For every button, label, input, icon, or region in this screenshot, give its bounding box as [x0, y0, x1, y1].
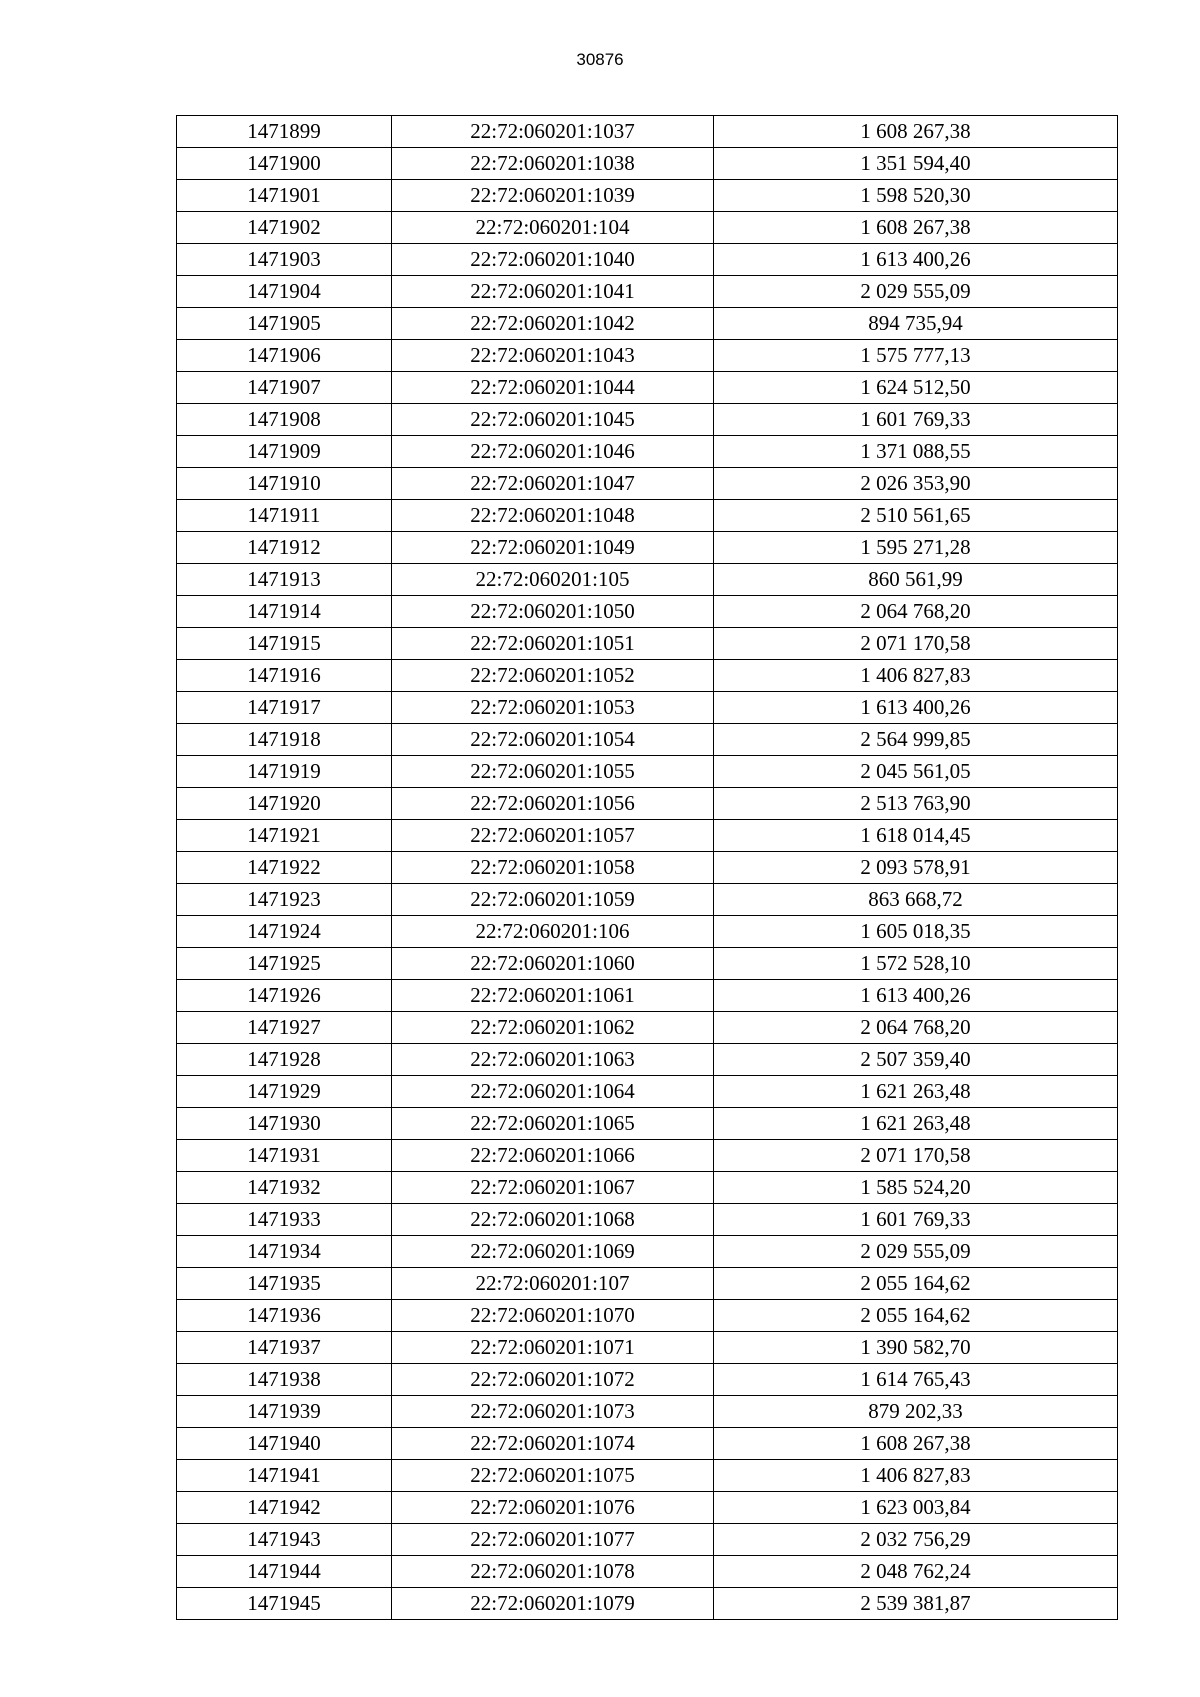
table-row: [177, 308, 1118, 340]
cadastral-value-cell: 1 351 594,40: [714, 148, 1118, 180]
record-number-cell: 1471931: [177, 1140, 392, 1172]
cadastral-value-cell: 2 029 555,09: [714, 276, 1118, 308]
table-row: [177, 1460, 1118, 1492]
table-row: [177, 1588, 1118, 1620]
cadastral-value-cell: 1 598 520,30: [714, 180, 1118, 212]
cadastral-number-cell: 22:72:060201:1068: [392, 1204, 714, 1236]
cadastral-value-cell: 2 064 768,20: [714, 1012, 1118, 1044]
record-number-cell: 1471900: [177, 148, 392, 180]
cadastral-number-cell: 22:72:060201:1076: [392, 1492, 714, 1524]
cadastral-number-cell: 22:72:060201:1066: [392, 1140, 714, 1172]
record-number-cell: 1471942: [177, 1492, 392, 1524]
cadastral-number-cell: 22:72:060201:1052: [392, 660, 714, 692]
record-number-cell: 1471926: [177, 980, 392, 1012]
table-row: [177, 1300, 1118, 1332]
record-number-cell: 1471928: [177, 1044, 392, 1076]
cadastral-value-cell: 1 601 769,33: [714, 404, 1118, 436]
record-number-cell: 1471933: [177, 1204, 392, 1236]
table-row: [177, 404, 1118, 436]
cadastral-number-cell: 22:72:060201:1072: [392, 1364, 714, 1396]
cadastral-number-cell: 22:72:060201:1037: [392, 116, 714, 148]
table-row: [177, 1204, 1118, 1236]
table-row: [177, 212, 1118, 244]
table-row: [177, 756, 1118, 788]
table-row: [177, 884, 1118, 916]
cadastral-number-cell: 22:72:060201:1075: [392, 1460, 714, 1492]
cadastral-value-cell: 2 032 756,29: [714, 1524, 1118, 1556]
cadastral-number-cell: 22:72:060201:104: [392, 212, 714, 244]
table-row: [177, 820, 1118, 852]
record-number-cell: 1471927: [177, 1012, 392, 1044]
table-row: [177, 180, 1118, 212]
record-number-cell: 1471906: [177, 340, 392, 372]
record-number-cell: 1471907: [177, 372, 392, 404]
cadastral-value-cell: 1 406 827,83: [714, 1460, 1118, 1492]
record-number-cell: 1471923: [177, 884, 392, 916]
cadastral-value-cell: 879 202,33: [714, 1396, 1118, 1428]
table-row: [177, 788, 1118, 820]
cadastral-value-cell: 1 621 263,48: [714, 1108, 1118, 1140]
cadastral-value-cell: 1 613 400,26: [714, 692, 1118, 724]
cadastral-number-cell: 22:72:060201:1057: [392, 820, 714, 852]
record-number-cell: 1471925: [177, 948, 392, 980]
cadastral-value-cell: 2 055 164,62: [714, 1300, 1118, 1332]
table-row: [177, 852, 1118, 884]
record-number-cell: 1471921: [177, 820, 392, 852]
cadastral-value-cell: 2 064 768,20: [714, 596, 1118, 628]
cadastral-number-cell: 22:72:060201:1051: [392, 628, 714, 660]
record-number-cell: 1471930: [177, 1108, 392, 1140]
cadastral-number-cell: 22:72:060201:1070: [392, 1300, 714, 1332]
table-row: [177, 948, 1118, 980]
cadastral-value-cell: 1 601 769,33: [714, 1204, 1118, 1236]
table-row: [177, 372, 1118, 404]
cadastral-value-cell: 2 564 999,85: [714, 724, 1118, 756]
cadastral-value-cell: 1 575 777,13: [714, 340, 1118, 372]
record-number-cell: 1471941: [177, 1460, 392, 1492]
table-row: [177, 276, 1118, 308]
record-number-cell: 1471918: [177, 724, 392, 756]
table-row: [177, 1556, 1118, 1588]
table-row: [177, 980, 1118, 1012]
record-number-cell: 1471899: [177, 116, 392, 148]
record-number-cell: 1471944: [177, 1556, 392, 1588]
table-row: [177, 468, 1118, 500]
cadastral-number-cell: 22:72:060201:1043: [392, 340, 714, 372]
table-row: [177, 436, 1118, 468]
cadastral-value-cell: 1 572 528,10: [714, 948, 1118, 980]
cadastral-value-cell: 2 507 359,40: [714, 1044, 1118, 1076]
cadastral-number-cell: 22:72:060201:1055: [392, 756, 714, 788]
cadastral-number-cell: 22:72:060201:1061: [392, 980, 714, 1012]
cadastral-value-cell: 860 561,99: [714, 564, 1118, 596]
record-number-cell: 1471937: [177, 1332, 392, 1364]
table-row: [177, 1492, 1118, 1524]
cadastral-number-cell: 22:72:060201:1067: [392, 1172, 714, 1204]
cadastral-value-table: [176, 115, 1118, 1620]
table-row: [177, 1364, 1118, 1396]
cadastral-number-cell: 22:72:060201:1038: [392, 148, 714, 180]
cadastral-value-cell: 2 071 170,58: [714, 628, 1118, 660]
cadastral-number-cell: 22:72:060201:1063: [392, 1044, 714, 1076]
cadastral-number-cell: 22:72:060201:1053: [392, 692, 714, 724]
cadastral-number-cell: 22:72:060201:1044: [392, 372, 714, 404]
record-number-cell: 1471908: [177, 404, 392, 436]
cadastral-number-cell: 22:72:060201:1079: [392, 1588, 714, 1620]
table-row: [177, 1236, 1118, 1268]
cadastral-number-cell: 22:72:060201:105: [392, 564, 714, 596]
table-row: [177, 1172, 1118, 1204]
cadastral-number-cell: 22:72:060201:1045: [392, 404, 714, 436]
cadastral-number-cell: 22:72:060201:1054: [392, 724, 714, 756]
table-row: [177, 564, 1118, 596]
record-number-cell: 1471924: [177, 916, 392, 948]
cadastral-number-cell: 22:72:060201:1048: [392, 500, 714, 532]
record-number-cell: 1471919: [177, 756, 392, 788]
table-row: [177, 1332, 1118, 1364]
table-row: [177, 660, 1118, 692]
cadastral-value-cell: 1 371 088,55: [714, 436, 1118, 468]
cadastral-number-cell: 22:72:060201:1074: [392, 1428, 714, 1460]
cadastral-number-cell: 22:72:060201:1040: [392, 244, 714, 276]
cadastral-value-cell: 2 071 170,58: [714, 1140, 1118, 1172]
cadastral-value-cell: 2 026 353,90: [714, 468, 1118, 500]
table-row: [177, 532, 1118, 564]
cadastral-number-cell: 22:72:060201:1059: [392, 884, 714, 916]
cadastral-number-cell: 22:72:060201:1065: [392, 1108, 714, 1140]
cadastral-number-cell: 22:72:060201:1050: [392, 596, 714, 628]
cadastral-value-cell: 2 513 763,90: [714, 788, 1118, 820]
record-number-cell: 1471940: [177, 1428, 392, 1460]
record-number-cell: 1471901: [177, 180, 392, 212]
cadastral-value-cell: 863 668,72: [714, 884, 1118, 916]
record-number-cell: 1471945: [177, 1588, 392, 1620]
cadastral-number-cell: 22:72:060201:1056: [392, 788, 714, 820]
table-row: [177, 1108, 1118, 1140]
table-body: [177, 116, 1118, 1620]
record-number-cell: 1471939: [177, 1396, 392, 1428]
cadastral-number-cell: 22:72:060201:1071: [392, 1332, 714, 1364]
cadastral-value-cell: 2 093 578,91: [714, 852, 1118, 884]
cadastral-value-cell: 2 539 381,87: [714, 1588, 1118, 1620]
table-row: [177, 628, 1118, 660]
record-number-cell: 1471943: [177, 1524, 392, 1556]
record-number-cell: 1471903: [177, 244, 392, 276]
cadastral-value-cell: 1 595 271,28: [714, 532, 1118, 564]
record-number-cell: 1471909: [177, 436, 392, 468]
cadastral-value-cell: 1 624 512,50: [714, 372, 1118, 404]
table-row: [177, 1268, 1118, 1300]
cadastral-value-cell: 1 623 003,84: [714, 1492, 1118, 1524]
cadastral-number-cell: 22:72:060201:1069: [392, 1236, 714, 1268]
cadastral-number-cell: 22:72:060201:1058: [392, 852, 714, 884]
table-row: [177, 116, 1118, 148]
cadastral-number-cell: 22:72:060201:1077: [392, 1524, 714, 1556]
table-row: [177, 148, 1118, 180]
table-row: [177, 724, 1118, 756]
record-number-cell: 1471905: [177, 308, 392, 340]
table-row: [177, 1044, 1118, 1076]
cadastral-number-cell: 22:72:060201:1039: [392, 180, 714, 212]
cadastral-number-cell: 22:72:060201:1064: [392, 1076, 714, 1108]
table-row: [177, 596, 1118, 628]
table-row: [177, 1428, 1118, 1460]
cadastral-value-cell: 2 510 561,65: [714, 500, 1118, 532]
cadastral-number-cell: 22:72:060201:1049: [392, 532, 714, 564]
table-row: [177, 500, 1118, 532]
record-number-cell: 1471913: [177, 564, 392, 596]
record-number-cell: 1471934: [177, 1236, 392, 1268]
cadastral-value-cell: 2 029 555,09: [714, 1236, 1118, 1268]
record-number-cell: 1471920: [177, 788, 392, 820]
table-row: [177, 340, 1118, 372]
cadastral-number-cell: 22:72:060201:1046: [392, 436, 714, 468]
record-number-cell: 1471929: [177, 1076, 392, 1108]
record-number-cell: 1471915: [177, 628, 392, 660]
record-number-cell: 1471902: [177, 212, 392, 244]
cadastral-value-cell: 1 613 400,26: [714, 980, 1118, 1012]
cadastral-number-cell: 22:72:060201:1073: [392, 1396, 714, 1428]
record-number-cell: 1471922: [177, 852, 392, 884]
cadastral-number-cell: 22:72:060201:106: [392, 916, 714, 948]
record-number-cell: 1471938: [177, 1364, 392, 1396]
page-number: 30876: [576, 50, 624, 69]
cadastral-value-cell: 2 045 561,05: [714, 756, 1118, 788]
table-row: [177, 692, 1118, 724]
cadastral-value-cell: 1 390 582,70: [714, 1332, 1118, 1364]
cadastral-value-cell: 1 608 267,38: [714, 1428, 1118, 1460]
cadastral-value-cell: 2 048 762,24: [714, 1556, 1118, 1588]
table-row: [177, 1076, 1118, 1108]
cadastral-value-cell: 1 608 267,38: [714, 116, 1118, 148]
table-row: [177, 1140, 1118, 1172]
cadastral-value-cell: 1 621 263,48: [714, 1076, 1118, 1108]
cadastral-value-cell: 1 585 524,20: [714, 1172, 1118, 1204]
cadastral-value-cell: 1 614 765,43: [714, 1364, 1118, 1396]
cadastral-value-cell: 1 605 018,35: [714, 916, 1118, 948]
record-number-cell: 1471935: [177, 1268, 392, 1300]
table-row: [177, 1524, 1118, 1556]
cadastral-number-cell: 22:72:060201:1078: [392, 1556, 714, 1588]
record-number-cell: 1471916: [177, 660, 392, 692]
record-number-cell: 1471917: [177, 692, 392, 724]
record-number-cell: 1471911: [177, 500, 392, 532]
record-number-cell: 1471904: [177, 276, 392, 308]
table-row: [177, 916, 1118, 948]
table-row: [177, 1012, 1118, 1044]
cadastral-number-cell: 22:72:060201:1041: [392, 276, 714, 308]
cadastral-value-cell: 894 735,94: [714, 308, 1118, 340]
cadastral-value-cell: 1 608 267,38: [714, 212, 1118, 244]
record-number-cell: 1471936: [177, 1300, 392, 1332]
record-number-cell: 1471932: [177, 1172, 392, 1204]
cadastral-number-cell: 22:72:060201:1060: [392, 948, 714, 980]
table-row: [177, 1396, 1118, 1428]
cadastral-number-cell: 22:72:060201:1062: [392, 1012, 714, 1044]
cadastral-value-cell: 1 613 400,26: [714, 244, 1118, 276]
record-number-cell: 1471910: [177, 468, 392, 500]
cadastral-number-cell: 22:72:060201:1042: [392, 308, 714, 340]
cadastral-value-cell: 2 055 164,62: [714, 1268, 1118, 1300]
cadastral-value-cell: 1 406 827,83: [714, 660, 1118, 692]
record-number-cell: 1471912: [177, 532, 392, 564]
table-row: [177, 244, 1118, 276]
record-number-cell: 1471914: [177, 596, 392, 628]
cadastral-number-cell: 22:72:060201:107: [392, 1268, 714, 1300]
cadastral-number-cell: 22:72:060201:1047: [392, 468, 714, 500]
cadastral-value-cell: 1 618 014,45: [714, 820, 1118, 852]
